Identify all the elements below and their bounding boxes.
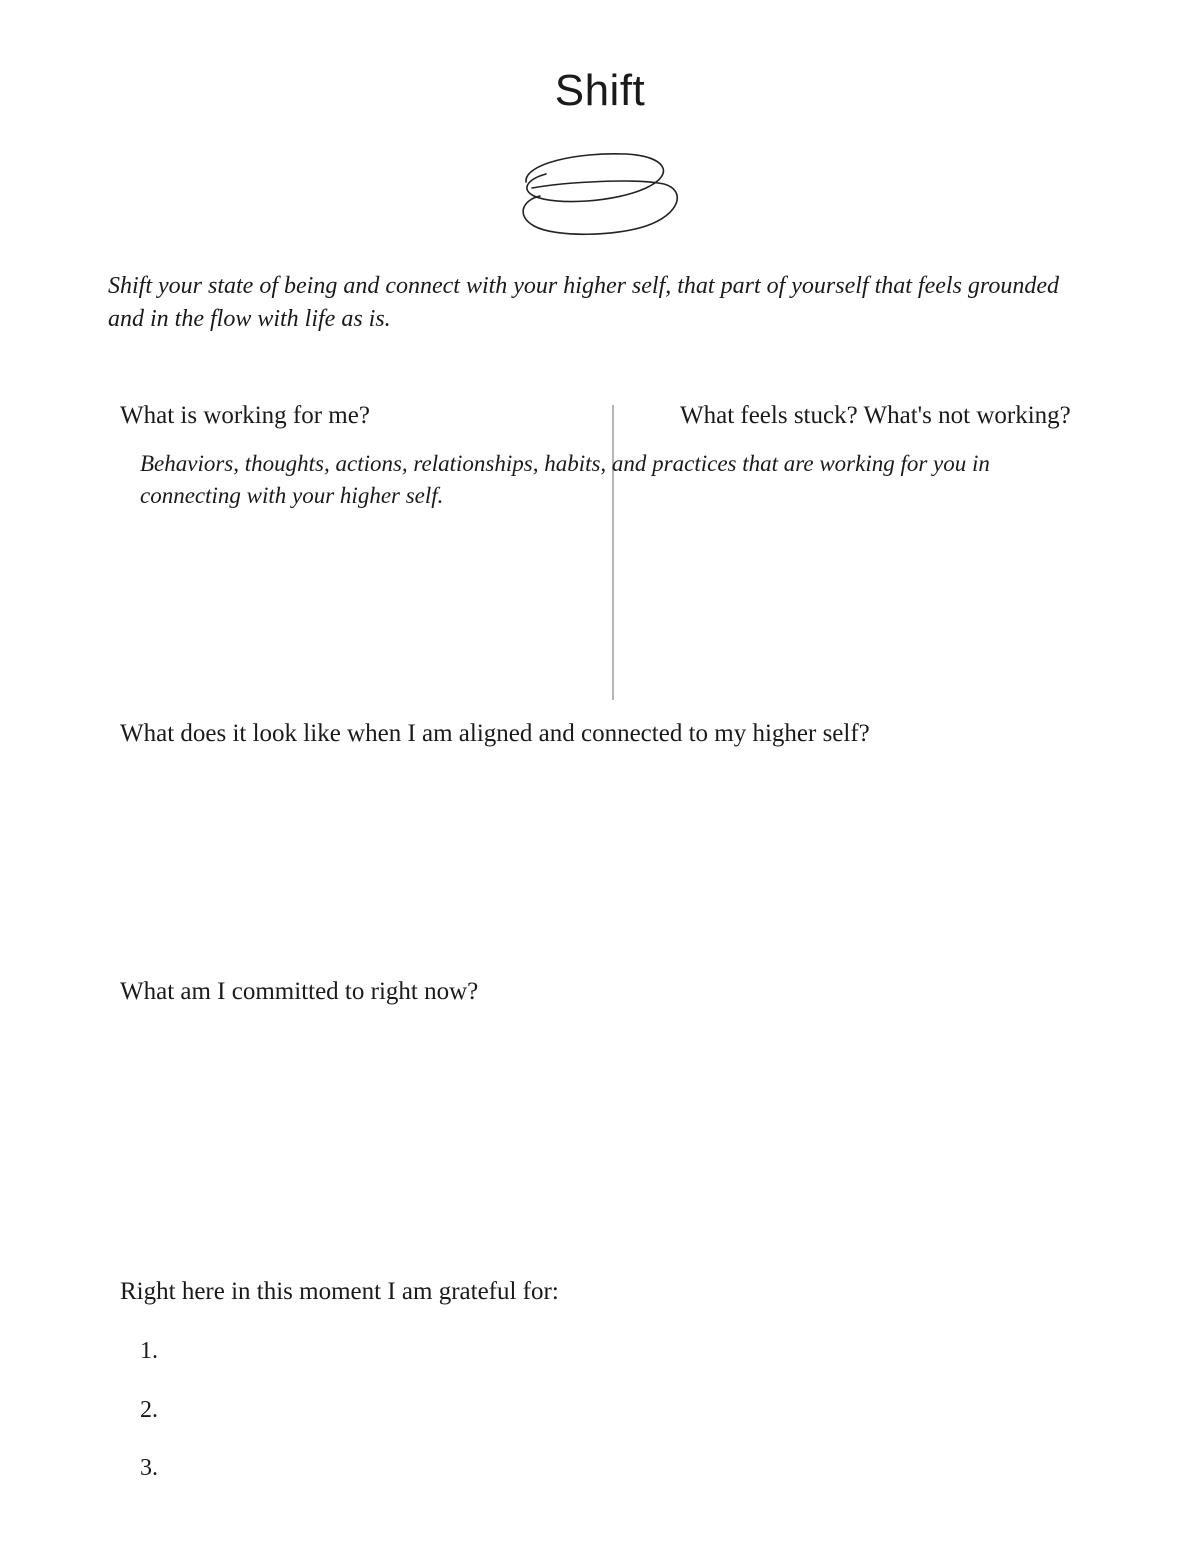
prompt-grateful: Right here in this moment I am grateful for: [120,1278,559,1305]
intro-text: Shift your state of being and connect with your higher self, that part of yourself that feels grounded and in the flow with life as is. [108,273,1060,332]
gratitude-item-1: 1. [140,1338,158,1364]
prompt-aligned: What does it look like when I am aligned and connected to my higher self? [120,720,870,747]
prompt-stuck: What feels stuck? What's not working? [680,402,1071,429]
prompt-committed: What am I committed to right now? [120,978,479,1005]
gratitude-item-3: 3. [140,1455,158,1481]
gratitude-item-2: 2. [140,1397,158,1423]
working-hint: Behaviors, thoughts, actions, relationships, habits, and practices that are working for you in connecting with your higher self. [140,451,990,508]
page-title: Shift [554,66,646,115]
prompt-working: What is working for me? [120,402,370,429]
scribble-loop-icon [516,144,686,244]
